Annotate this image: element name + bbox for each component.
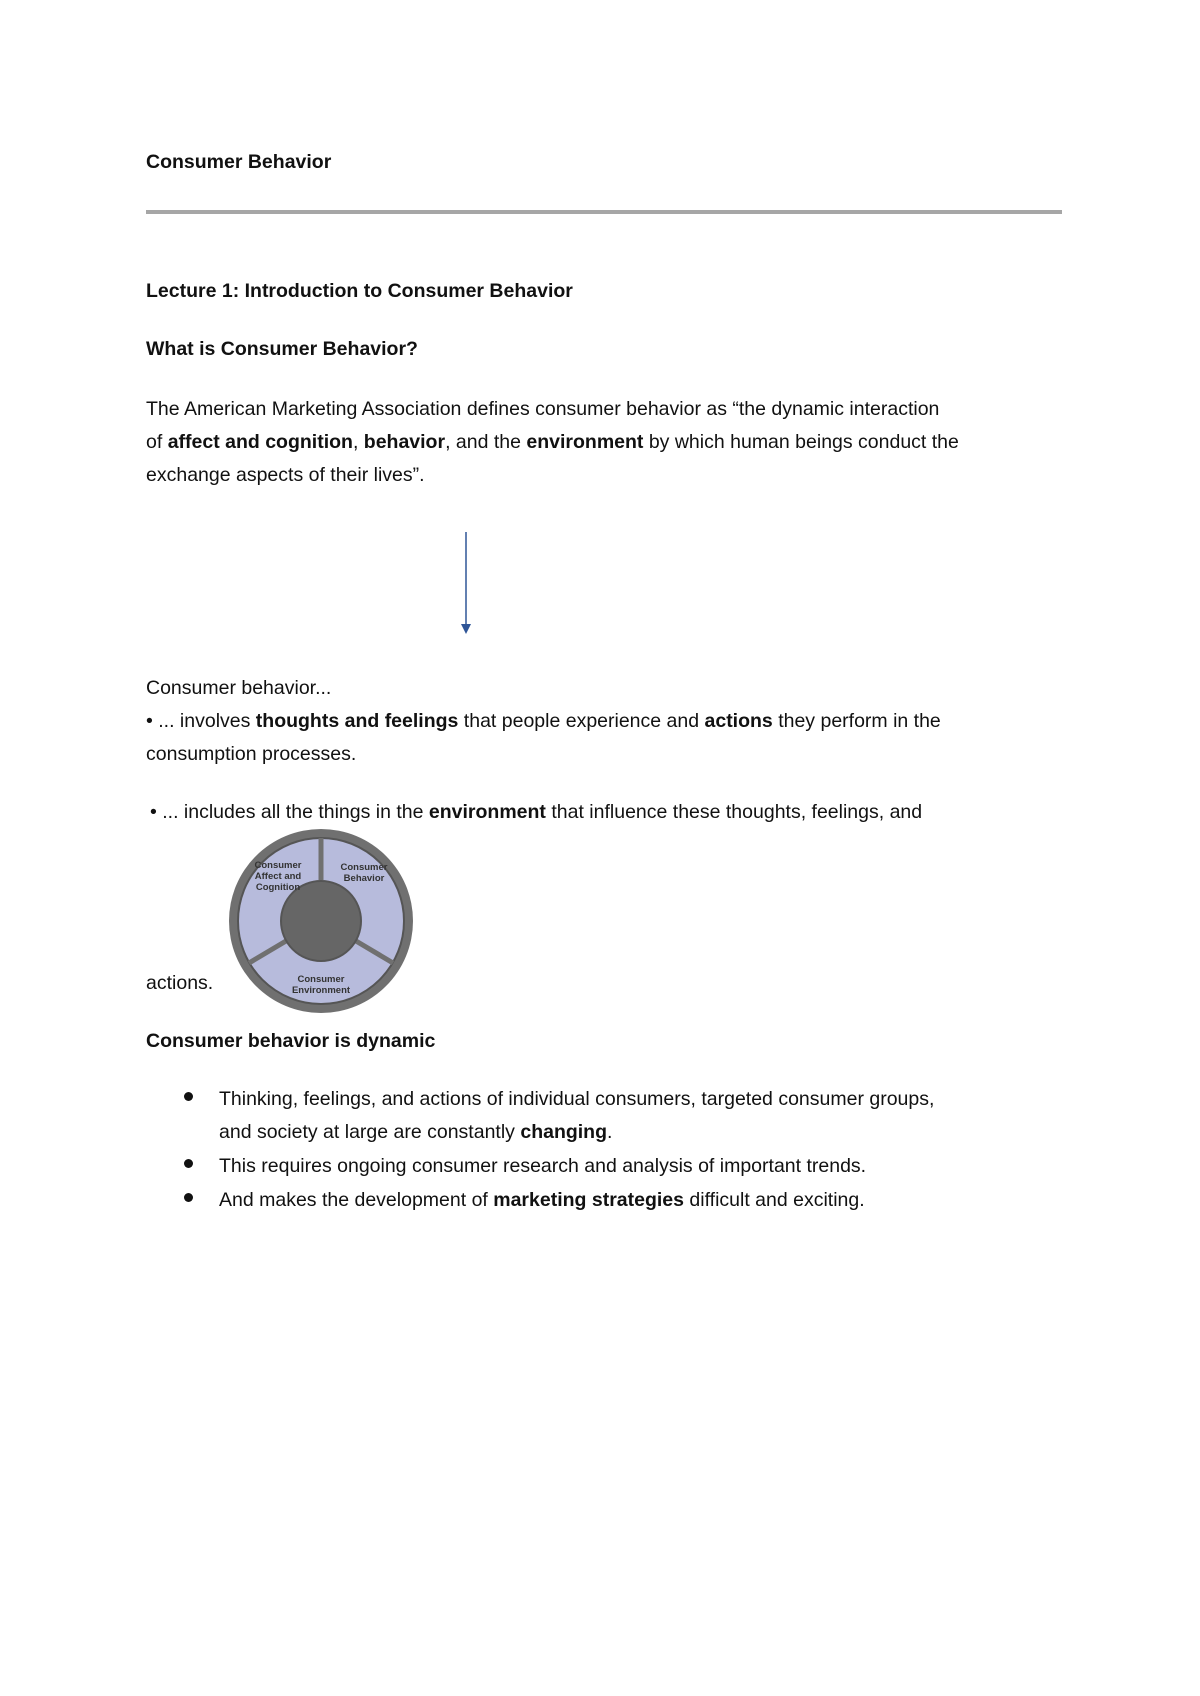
list-item-1-line-2: and society at large are constantly changing.	[219, 1121, 613, 1143]
intro-text: Consumer behavior...	[146, 677, 332, 699]
document-title: Consumer Behavior	[146, 151, 332, 173]
segment-environment: Consumer Environment	[291, 974, 351, 996]
down-arrow-icon	[456, 530, 476, 636]
segment-behavior: Consumer Behavior	[340, 862, 388, 884]
segment-affect-cognition: Consumer Affect and Cognition	[254, 860, 302, 893]
bullet-dot-icon	[184, 1193, 193, 1202]
list-item-2: This requires ongoing consumer research and analysis of important trends.	[219, 1155, 867, 1177]
bullet-1-line-1: • ... involves thoughts and feelings that people experience and actions they perform in the	[146, 710, 941, 732]
lecture-heading: Lecture 1: Introduction to Consumer Behavior	[146, 280, 573, 302]
question-heading: What is Consumer Behavior?	[146, 338, 418, 360]
bullet-dot-icon	[184, 1159, 193, 1168]
horizontal-rule	[146, 210, 1062, 214]
bullet-dot-icon	[184, 1092, 193, 1101]
dynamic-heading: Consumer behavior is dynamic	[146, 1030, 436, 1052]
definition-line-3: exchange aspects of their lives”.	[146, 464, 425, 486]
definition-line-2: of affect and cognition, behavior, and the environment by which human beings conduct the	[146, 431, 959, 453]
bullet-2-line-2: actions.	[146, 972, 214, 994]
bullet-2-line-1: • ... includes all the things in the environment that influence these thoughts, feelings, and	[150, 801, 923, 823]
list-item-1-line-1: Thinking, feelings, and actions of individual consumers, targeted consumer groups,	[219, 1088, 935, 1110]
list-item-3: And makes the development of marketing strategies difficult and exciting.	[219, 1189, 865, 1211]
definition-line-1: The American Marketing Association defines consumer behavior as “the dynamic interaction	[146, 398, 940, 420]
bullet-1-line-2: consumption processes.	[146, 743, 357, 765]
